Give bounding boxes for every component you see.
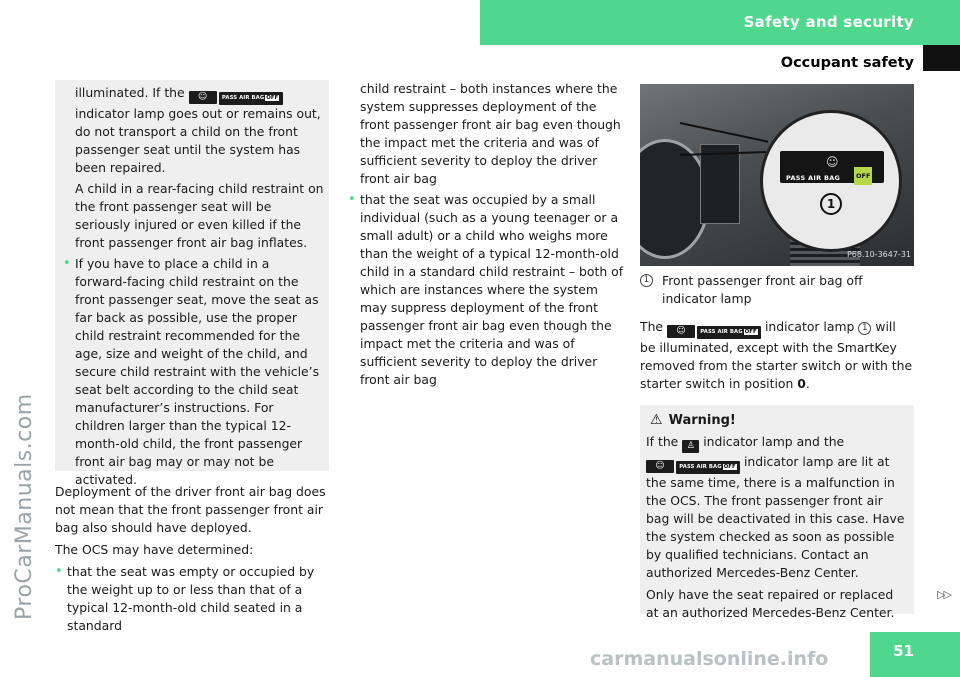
bullet-empty-seat: • that the seat was empty or occupied by the weight up to or less than that of a typical 12-month-old child seated in a standard	[55, 563, 329, 635]
caption-number: 1	[640, 274, 653, 287]
section-title: Safety and security	[743, 13, 914, 31]
paragraph-ocs: The OCS may have determined:	[55, 542, 254, 557]
warning-box	[640, 405, 914, 620]
page-number: 51	[893, 642, 914, 660]
paragraph-indicator: The ☺ PASS AIR BAG OFF indicator lamp 1 will be illuminated, except with the SmartKey removed from the starter switch or with the starter switch in position 0.	[640, 319, 913, 391]
paragraph-deployment: Deployment of the driver front air bag does not mean that the front passenger front air bag also should have deployed.	[55, 484, 326, 535]
watermark-bottom: carmanualsonline.info	[590, 648, 829, 670]
box-paragraph-1: illuminated. If the ☺ PASS AIR BAG OFF indicator lamp goes out or remains out, do not transport a child on the front passenger seat until the system has been repaired.	[75, 85, 321, 175]
inline-number: 1	[858, 322, 871, 335]
child-seat-airbag-icon: ☺	[646, 460, 674, 473]
magnified-lens	[760, 110, 902, 252]
pass-air-bag-off-icon: PASS AIR BAG OFF	[219, 92, 283, 105]
box-paragraph-2: A child in a rear-facing child restraint on the front passenger seat will be seriously injured or even killed if the front passenger front air bag inflates.	[75, 181, 324, 250]
child-seat-icon: ☺	[826, 155, 839, 169]
photo-caption: 1 Front passenger front air bag off indicator lamp	[640, 272, 914, 308]
child-seat-airbag-icon: ☺	[667, 325, 695, 338]
chapter-title: Occupant safety	[780, 55, 914, 71]
bullet-small-individual: • that the seat was occupied by a small individual (such as a young teenager or a small adult) or a child who weighs more than the weight of a typical 12-month-old child in a standard child restraint – both of which are instances where the system may suppress deployment of the front passenger front air bag even though the impact met the criteria and was of sufficient severity to deploy the driver front air bag	[348, 191, 626, 389]
box-bullet: • If you have to place a child in a forward-facing child restraint on the front passenger seat, move the seat as far back as possible, use the proper child restraint recommended for the age, size and weight of the child, and secure child restraint with the vehicle’s seat belt according to the child seat manufacturer’s instructions. For children larger than the typical 12-month-old child, the front passenger front air bag may or may not be activated.	[63, 255, 324, 489]
column-3	[640, 84, 914, 620]
photo-code: P68.10-3647-31	[846, 250, 911, 259]
page-tab	[870, 632, 960, 677]
indicator-display: ☺ PASS AIR BAG OFF	[780, 151, 884, 183]
warning-triangle-icon: ⚠	[650, 412, 663, 428]
indicator-lamp-photo	[640, 84, 914, 266]
warning-title: ⚠ Warning!	[650, 412, 736, 428]
child-seat-airbag-icon: ☺	[189, 91, 217, 104]
warning-paragraph-2: Only have the seat repaired or replaced at an authorized Mercedes-Benz Center.	[646, 587, 895, 620]
column-1	[55, 80, 329, 638]
callout-1: 1	[820, 193, 842, 215]
occupant-classification-icon: ♙	[682, 440, 699, 453]
pass-air-bag-off-icon: PASS AIR BAG OFF	[697, 326, 761, 339]
column-2	[348, 80, 626, 392]
continue-arrow-icon: ▷▷	[937, 588, 950, 601]
pass-air-bag-off-icon: PASS AIR BAG OFF	[676, 461, 740, 474]
continued-warning-box	[55, 80, 329, 487]
watermark-left: ProCarManuals.com	[12, 393, 37, 620]
header-marker	[923, 45, 960, 71]
warning-paragraph-1: If the ♙ indicator lamp and the ☺ PASS AIR BAG OFF indicator lamp are lit at the same time, there is a malfunction in the OCS. The front passenger front air bag will be deactivated in this case. Have the system checked as soon as possible by qualified technicians. Contact an authorized Mercedes-Benz Center.	[646, 434, 905, 580]
bullet-continuation: child restraint – both instances where the system suppresses deployment of the front passenger front air bag even though the impact met the criteria and was of sufficient severity to deploy the driver front air bag	[360, 81, 621, 186]
control-panel	[700, 144, 740, 224]
